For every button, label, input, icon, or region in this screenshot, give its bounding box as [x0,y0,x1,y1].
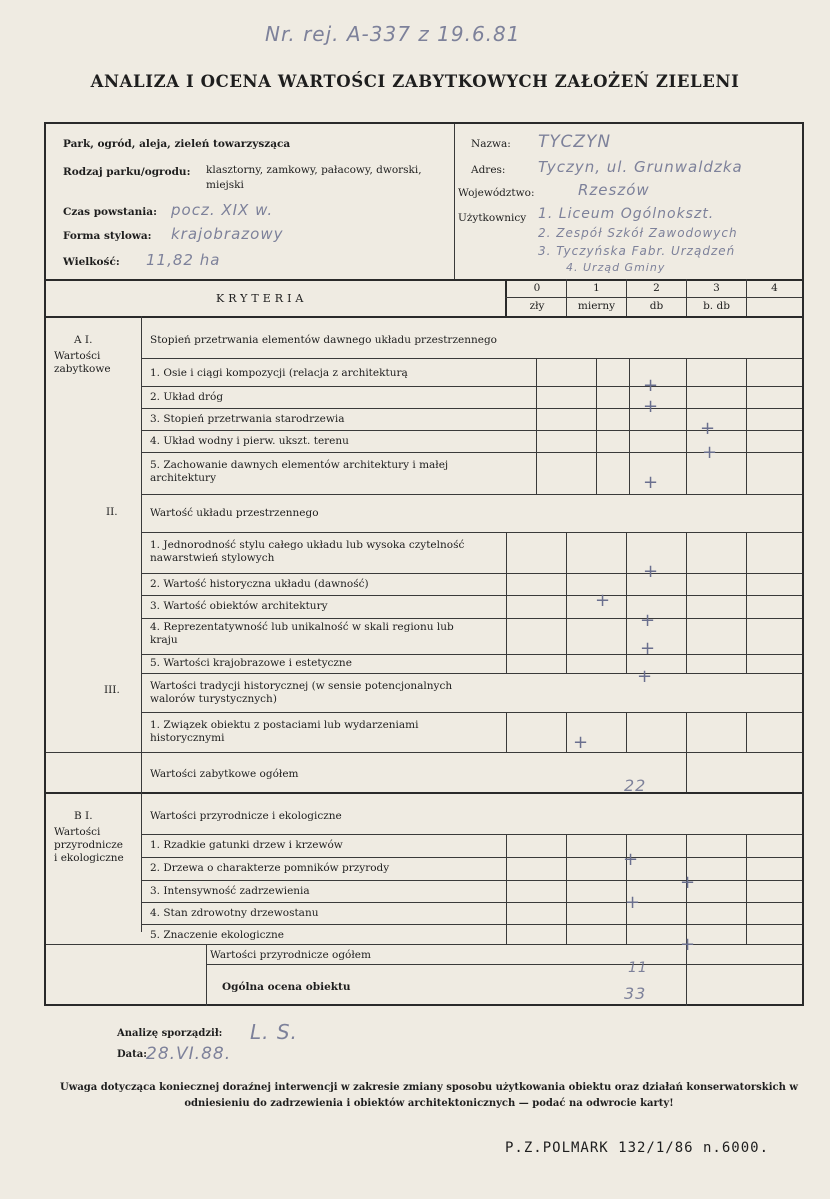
section-a-g2-roman: II. [106,506,118,518]
grid-col [536,358,537,494]
scale-label-3: b. db [703,300,730,312]
section-a-divider [141,316,142,792]
criteria-heading: KRYTERIA [216,292,308,305]
b1-item-4: 4. Stan zdrowotny drzewostanu [150,907,319,919]
row-line [141,857,802,858]
grid-col [506,532,507,673]
scale-label-1: mierny [577,300,616,312]
a2-item-1: 1. Jednorodność stylu całego układu lub wysoka czytelność nawarstwień stylowych [150,539,465,564]
rating-mark: + [637,666,653,687]
scale-number-2: 2 [653,282,660,294]
a2-item-4: 4. Reprezentatywność lub unikalność w skali regionu lub kraju [150,621,454,646]
a-total-value: 22 [624,776,647,795]
uzytkownicy-4: 4. Urząd Gminy [566,261,666,274]
total-divider [686,752,687,792]
grid-col [746,834,747,944]
section-b-divider [141,792,142,932]
scale-number-1: 1 [593,282,600,294]
rodzaj-options: klasztorny, zamkowy, pałacowy, dworski, [206,164,422,176]
row-line [141,386,802,387]
grid-col [686,532,687,673]
grid-col [626,532,627,673]
forma-value: krajobrazowy [171,225,284,243]
scale-number-4: 4 [771,282,778,294]
b1-item-5: 5. Znaczenie ekologiczne [150,929,285,941]
overall-value: 33 [624,984,647,1003]
grid-col [629,358,630,494]
row-line [141,494,802,495]
nazwa-value: TYCZYN [538,132,612,152]
rating-mark: + [680,872,696,893]
date-value: 28.VI.88. [146,1044,232,1064]
rating-mark: + [700,418,716,439]
a1-item-1: 1. Osie i ciągi kompozycji (relacja z architekturą [150,367,408,379]
a1-title: Stopień przetrwania elementów dawnego układu przestrzennego [150,334,497,346]
overall-label: Ogólna ocena obiektu [222,981,351,993]
rating-mark: + [625,892,641,913]
b1-title: Wartości przyrodnicze i ekologiczne [150,810,342,822]
wielkosc-label: Wielkość: [63,256,120,268]
czas-value: pocz. XIX w. [171,201,274,219]
rating-mark: + [573,732,589,753]
b1-item-2: 2. Drzewa o charakterze pomników przyrody [150,862,390,874]
print-code: P.Z.POLMARK 132/1/86 n.6000. [505,1140,770,1156]
forma-label: Forma stylowa: [63,230,152,242]
rating-mark: + [643,561,659,582]
grid-col [506,712,507,752]
scale-number-0: 0 [533,282,541,294]
rating-mark: + [640,638,656,659]
wojewodztwo-value: Rzeszów [578,181,650,199]
a1-item-3: 3. Stopień przetrwania starodrzewia [150,413,345,425]
uzytkownicy-2: 2. Zespół Szkół Zawodowych [538,226,738,240]
row-line [141,358,802,359]
row-line [206,964,802,965]
row-line [141,902,802,903]
a1-item-5: 5. Zachowanie dawnych elementów architektury i małej architektury [150,459,449,484]
rating-mark: + [623,849,639,870]
grid-col [626,712,627,752]
overall-divider [206,944,207,1006]
rating-mark: + [643,375,659,396]
row-line [141,595,802,596]
section-a-roman: A I. [74,334,93,346]
author-label: Analizę sporządził: [117,1028,223,1039]
rating-mark: + [640,610,656,631]
criteria-mid-line [505,297,802,298]
a1-item-4: 4. Układ wodny i pierw. ukszt. terenu [150,435,349,447]
row-line [141,924,802,925]
row-line [141,408,802,409]
row-line [141,573,802,574]
section-a-bottom-border [46,792,802,794]
grid-col [746,358,747,494]
grid-col [566,532,567,673]
a-total-label: Wartości zabytkowe ogółem [150,768,299,780]
wojewodztwo-label: Województwo: [458,187,535,199]
scale-label-0: zły [529,300,545,312]
a2-item-2: 2. Wartość historyczna układu (dawność) [150,578,369,590]
grid-col [596,358,597,494]
row-line [46,752,802,753]
row-line [141,712,802,713]
rodzaj-options-2: miejski [206,179,244,191]
b-total-label: Wartości przyrodnicze ogółem [210,949,371,961]
grid-col [746,532,747,673]
rating-mark: + [680,934,696,955]
a1-item-2: 2. Układ dróg [150,391,224,403]
uzytkownicy-1: 1. Liceum Ogólnokszt. [538,206,715,222]
section-b-roman: B I. [74,810,93,822]
grid-col [686,712,687,752]
nazwa-label: Nazwa: [471,138,511,150]
row-line [141,673,802,674]
row-line [141,532,802,533]
b-total-value: 11 [628,960,648,976]
criteria-bottom-border [46,316,802,318]
author-signature: L. S. [250,1020,298,1044]
rating-mark: + [595,590,611,611]
footer-note: Uwaga dotycząca koniecznej doraźnej interwencji w zakresie zmiany sposobu użytkowania obiektu oraz działań konserwatorskich w odniesieniu do zadrzewienia i obiektów architektonicznych — podać na odwrocie karty! [60,1082,798,1109]
row-line [141,618,802,619]
b1-item-3: 3. Intensywność zadrzewienia [150,885,310,897]
adres-value: Tyczyn, ul. Grunwaldzka [538,158,743,176]
rating-mark: + [643,396,659,417]
grid-col [566,712,567,752]
park-label: Park, ogród, aleja, zieleń towarzysząca [63,138,291,150]
rodzaj-label: Rodzaj parku/ogrodu: [63,166,191,178]
czas-label: Czas powstania: [63,206,157,218]
grid-col [566,834,567,944]
row-line [141,654,802,655]
row-line [141,880,802,881]
section-a-g3-roman: III. [104,684,120,696]
a3-item-1: 1. Związek obiektu z postaciami lub wydarzeniami historycznymi [150,719,419,744]
grid-col [746,712,747,752]
registry-number-handwritten: Nr. rej. A-337 z 19.6.81 [265,22,521,46]
date-label: Data: [117,1049,147,1060]
form-title: ANALIZA I OCENA WARTOŚCI ZABYTKOWYCH ZAŁOŻEŃ ZIELENI [90,72,740,91]
a3-title: Wartości tradycji historycznej (w sensie potencjonalnych walorów turystycznych) [150,680,453,705]
a2-title: Wartość układu przestrzennego [150,507,319,519]
a2-item-3: 3. Wartość obiektów architektury [150,600,328,612]
rating-mark: + [643,472,659,493]
row-line [141,834,802,835]
scale-number-3: 3 [713,282,720,294]
info-divider [454,124,455,279]
adres-label: Adres: [471,164,506,176]
rating-mark: + [702,442,718,463]
a2-item-5: 5. Wartości krajobrazowe i estetyczne [150,657,352,669]
uzytkownicy-3: 3. Tyczyńska Fabr. Urządzeń [538,244,736,258]
wielkosc-value: 11,82 ha [146,251,221,269]
section-b-label: Wartości przyrodnicze i ekologiczne [54,826,124,864]
uzytkownicy-label: Użytkownicy [458,212,527,224]
grid-col [686,358,687,494]
section-a-label: Wartości zabytkowe [54,350,111,375]
b1-item-1: 1. Rzadkie gatunki drzew i krzewów [150,839,343,851]
grid-col [506,834,507,944]
scale-label-2: db [649,300,664,312]
info-bottom-border [46,279,802,281]
